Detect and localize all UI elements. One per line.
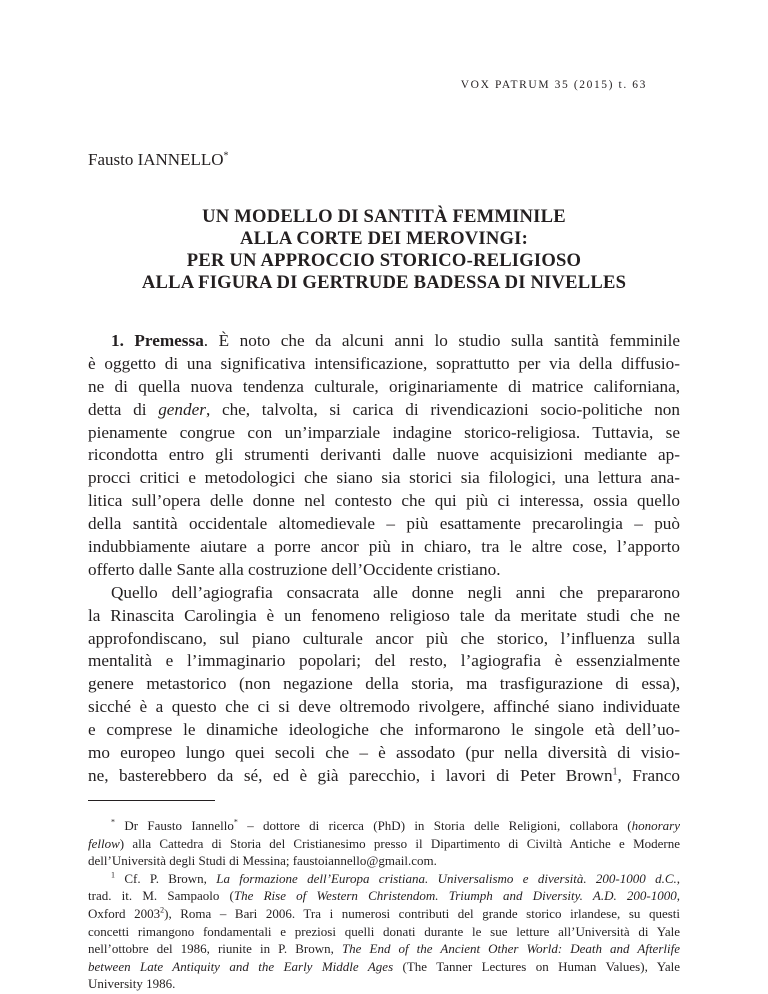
text-line: della santità occidentale altomedievale – più esattamente precarolingia – può — [88, 514, 680, 534]
footnote-line: fellow) alla Cattedra di Storia del Cristianesimo presso il Dipartimento di Civiltà Antiche e Moderne — [88, 835, 680, 851]
text-line: approfondiscano, sul piano culturale ancor più che storico, l’influenza sulla — [88, 628, 680, 648]
text-line: sicché è a questo che ci si deve oltremodo rivolgere, affinché siano individuate — [88, 697, 680, 717]
author-name: Fausto IANNELLO* — [88, 150, 229, 169]
text-line: ricondotta entro gli strumenti derivanti dalle nuove acquisizioni mediante ap- — [88, 445, 680, 465]
footnote-line: nell’ottobre del 1986, riunite in P. Brown, The End of the Ancient Other World: Death and Afterlife — [88, 941, 680, 957]
footnotes — [88, 817, 680, 993]
footnote-line: dell’Università degli Studi di Messina; faustoiannello@gmail.com. — [88, 853, 437, 869]
text-line: mentalità e l’immaginario popolari; del resto, l’agiografia è essenzialmente — [88, 651, 680, 671]
footnote-line: Oxford 2003$^2$), Roma – Bari 2006. Tra i numerosi contributi del grande storico irlandese, su questi — [88, 905, 680, 921]
text-line: litica sull’opera delle donne nel contesto che qui più ci interessa, ossia quello — [88, 491, 680, 511]
text-line: indubbiamente aiutare a porre ancor più in chiaro, tra le altre cose, l’apporto — [88, 537, 680, 557]
title-line: UN MODELLO DI SANTITÀ FEMMINILE — [202, 206, 566, 227]
section-heading: 1. Premessa — [111, 331, 204, 350]
title-line: ALLA FIGURA DI GERTRUDE BADESSA DI NIVELLES — [141, 272, 627, 293]
author-footnote-mark[interactable]: * — [223, 150, 229, 162]
body-text — [88, 330, 680, 788]
text-line: Quello dell’agiografia consacrata alle donne negli anni che prepararono — [111, 582, 680, 602]
footnote-mark: 1 — [111, 870, 115, 880]
text-line: è oggetto di una significativa intensificazione, soprattutto per via della diffusio- — [88, 353, 680, 373]
text-line: mo europeo lungo quei secoli che – è assodato (pur nella diversità di visio- — [88, 743, 680, 763]
text-line: offerto dalle Sante alla costruzione dell’Occidente cristiano. — [88, 559, 501, 579]
text-line: la Rinascita Carolingia è un fenomeno religioso tale da meritate studi che ne — [88, 605, 680, 625]
footnote-line: concetti rimangono fondamentali e preziosi quelli donati durante le sue letture all’Università di Yale — [88, 923, 680, 939]
text-line: e comprese le dinamiche ideologiche che informarono le singole età dell’uo- — [88, 720, 680, 740]
text-line: pienamente congrue con un’imparziale indagine storico-religiosa. Tuttavia, se — [88, 422, 680, 442]
running-header: VOX PATRUM 35 (2015) t. 63 — [460, 79, 647, 91]
title-line: ALLA CORTE DEI MEROVINGI: — [240, 228, 528, 249]
title-line: PER UN APPROCCIO STORICO-RELIGIOSO — [186, 250, 582, 271]
text-line: ne di quella nuova tendenza culturale, originariamente di matrice californiana, — [88, 376, 680, 396]
text-line: 1. Premessa. È noto che da alcuni anni lo studio sulla santità femminile — [111, 331, 680, 350]
text-line: ne, basterebbero da sé, ed è già parecchio, i lavori di Peter Brown$^1$, Franco — [88, 765, 680, 785]
footnote-line: trad. it. M. Sampaolo (The Rise of Western Christendom. Triumph and Diversity. A.D. 200-1000, — [88, 888, 680, 904]
footnote-ref-1[interactable]: 1 — [612, 766, 618, 778]
footnote-line: between Late Antiquity and the Early Middle Ages (The Tanner Lectures on Human Values), Yale — [88, 958, 680, 974]
text-line: genere metastorico (non negazione della storia, ma trasfigurazione di essa), — [88, 674, 680, 694]
footnote-line: * Dr Fausto Iannello* – dottore di ricerca (PhD) in Storia delle Religioni, collabora (honorary — [111, 817, 681, 833]
text-line: procci critici e metodologici che siano sia storici sia filologici, una lettura ana- — [88, 468, 680, 488]
footnote-divider — [88, 800, 215, 801]
footnote-line: University 1986. — [88, 976, 176, 992]
text-line: detta di gender, che, talvolta, si carica di rivendicazioni socio-politiche non — [88, 399, 680, 419]
article-title — [88, 206, 680, 294]
footnote-line: $^1$ Cf. P. Brown, La formazione dell’Europa cristiana. Universalismo e diversità. 200-1000 d.C., — [111, 870, 681, 886]
footnote-mark: * — [111, 817, 115, 827]
